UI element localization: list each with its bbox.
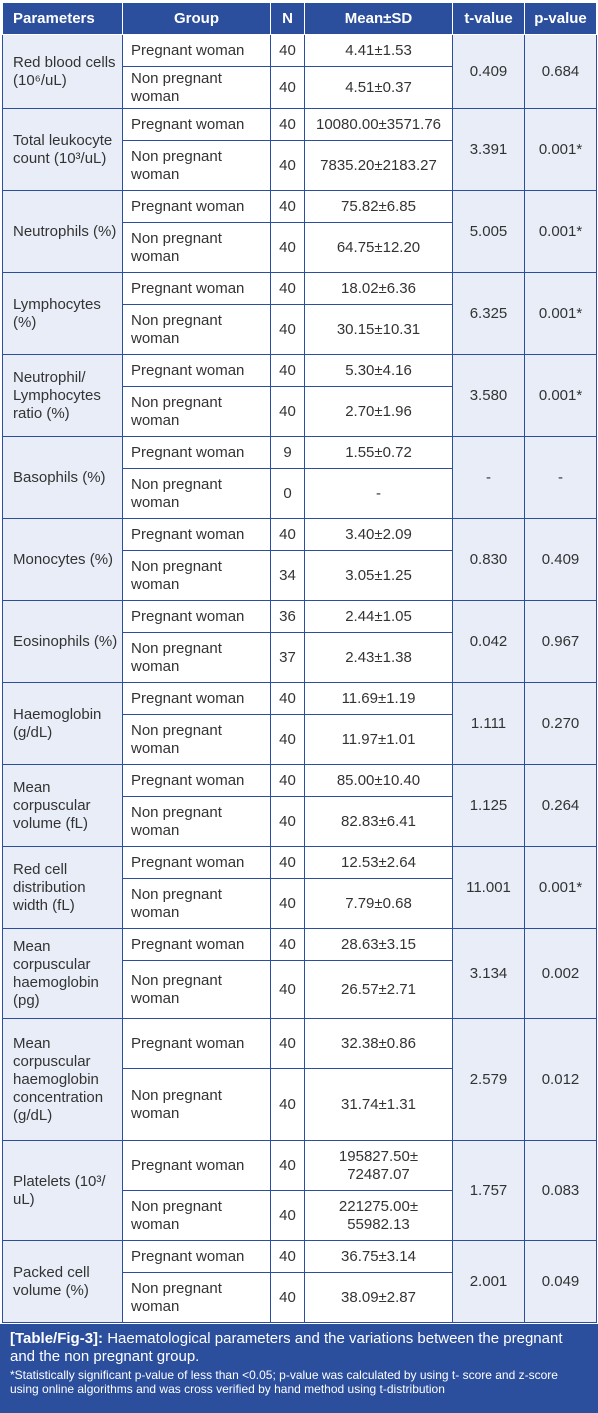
group-cell: Pregnant woman [123,273,271,305]
table-body [3,35,597,1323]
group-cell: Non pregnant woman [123,633,271,683]
table-row [3,847,597,879]
group-cell: Pregnant woman [123,1241,271,1273]
table-row [3,355,597,387]
group-cell: Pregnant woman [123,355,271,387]
parameter-name: Packed cell volume (%) [3,1241,123,1323]
group-cell: Pregnant woman [123,35,271,67]
mean-sd-cell: 2.70±1.96 [305,387,453,437]
group-cell: Pregnant woman [123,929,271,961]
t-value-cell: 11.001 [453,847,525,929]
parameter-name: Basophils (%) [3,437,123,519]
mean-sd-cell: 221275.00± 55982.13 [305,1191,453,1241]
n-cell: 40 [271,223,305,273]
group-cell: Pregnant woman [123,847,271,879]
t-value-cell: 0.042 [453,601,525,683]
parameter-name: Neutrophils (%) [3,191,123,273]
n-cell: 40 [271,355,305,387]
mean-sd-cell: 4.41±1.53 [305,35,453,67]
parameter-name: Haemoglobin (g/dL) [3,683,123,765]
table-row [3,929,597,961]
parameter-name: Monocytes (%) [3,519,123,601]
t-value-cell: 1.757 [453,1141,525,1241]
n-cell: 40 [271,141,305,191]
mean-sd-cell: - [305,469,453,519]
mean-sd-cell: 2.44±1.05 [305,601,453,633]
parameter-name: Mean corpuscular volume (fL) [3,765,123,847]
header-parameters: Parameters [3,3,123,35]
group-cell: Pregnant woman [123,1019,271,1069]
n-cell: 0 [271,469,305,519]
mean-sd-cell: 3.40±2.09 [305,519,453,551]
t-value-cell: 6.325 [453,273,525,355]
table-caption [0,1324,598,1413]
n-cell: 40 [271,305,305,355]
mean-sd-cell: 31.74±1.31 [305,1069,453,1141]
table-row [3,191,597,223]
mean-sd-cell: 26.57±2.71 [305,961,453,1019]
mean-sd-cell: 195827.50± 72487.07 [305,1141,453,1191]
n-cell: 40 [271,847,305,879]
table-row [3,1241,597,1273]
table-row [3,109,597,141]
group-cell: Non pregnant woman [123,141,271,191]
mean-sd-cell: 7835.20±2183.27 [305,141,453,191]
p-value-cell: 0.001* [525,355,597,437]
mean-sd-cell: 64.75±12.20 [305,223,453,273]
mean-sd-cell: 7.79±0.68 [305,879,453,929]
n-cell: 40 [271,67,305,109]
group-cell: Non pregnant woman [123,961,271,1019]
table-row [3,683,597,715]
mean-sd-cell: 32.38±0.86 [305,1019,453,1069]
t-value-cell: 2.001 [453,1241,525,1323]
parameter-name: Total leukocyte count (10³/uL) [3,109,123,191]
group-cell: Non pregnant woman [123,1069,271,1141]
n-cell: 40 [271,109,305,141]
p-value-cell: - [525,437,597,519]
group-cell: Non pregnant woman [123,551,271,601]
group-cell: Pregnant woman [123,1141,271,1191]
group-cell: Pregnant woman [123,601,271,633]
group-cell: Non pregnant woman [123,469,271,519]
mean-sd-cell: 4.51±0.37 [305,67,453,109]
header-mean-sd: Mean±SD [305,3,453,35]
n-cell: 40 [271,715,305,765]
parameter-name: Platelets (10³/ uL) [3,1141,123,1241]
group-cell: Non pregnant woman [123,715,271,765]
n-cell: 40 [271,765,305,797]
mean-sd-cell: 11.69±1.19 [305,683,453,715]
group-cell: Non pregnant woman [123,387,271,437]
p-value-cell: 0.967 [525,601,597,683]
n-cell: 40 [271,1141,305,1191]
t-value-cell: 0.830 [453,519,525,601]
n-cell: 40 [271,273,305,305]
group-cell: Non pregnant woman [123,797,271,847]
group-cell: Pregnant woman [123,437,271,469]
p-value-cell: 0.684 [525,35,597,109]
group-cell: Non pregnant woman [123,67,271,109]
n-cell: 9 [271,437,305,469]
n-cell: 34 [271,551,305,601]
parameter-name: Mean corpuscular haemoglobin concentration (g/dL) [3,1019,123,1141]
header-t-value: t-value [453,3,525,35]
table-row [3,601,597,633]
n-cell: 40 [271,519,305,551]
n-cell: 40 [271,929,305,961]
p-value-cell: 0.001* [525,273,597,355]
p-value-cell: 0.083 [525,1141,597,1241]
mean-sd-cell: 30.15±10.31 [305,305,453,355]
n-cell: 40 [271,797,305,847]
mean-sd-cell: 2.43±1.38 [305,633,453,683]
header-group: Group [123,3,271,35]
table-row [3,519,597,551]
caption-footnote: *Statistically significant p-value of less than <0.05; p-value was calculated by using t- score and z-score using online algorithms and was cross verified by hand method using t-distribution [10,1368,558,1396]
n-cell: 40 [271,191,305,223]
caption-label: [Table/Fig-3]: [10,1330,104,1347]
t-value-cell: 1.111 [453,683,525,765]
n-cell: 40 [271,683,305,715]
t-value-cell: 0.409 [453,35,525,109]
parameter-name: Lymphocytes (%) [3,273,123,355]
mean-sd-cell: 1.55±0.72 [305,437,453,469]
group-cell: Non pregnant woman [123,1273,271,1323]
p-value-cell: 0.012 [525,1019,597,1141]
mean-sd-cell: 3.05±1.25 [305,551,453,601]
mean-sd-cell: 38.09±2.87 [305,1273,453,1323]
n-cell: 40 [271,879,305,929]
group-cell: Pregnant woman [123,109,271,141]
n-cell: 40 [271,1273,305,1323]
table-row [3,1141,597,1191]
caption-text: Haematological parameters and the variations between the pregnant and the non pregnant group. [10,1330,563,1365]
mean-sd-cell: 82.83±6.41 [305,797,453,847]
t-value-cell: 2.579 [453,1019,525,1141]
group-cell: Non pregnant woman [123,305,271,355]
t-value-cell: 3.134 [453,929,525,1019]
haematology-table [2,2,597,1323]
p-value-cell: 0.002 [525,929,597,1019]
group-cell: Pregnant woman [123,191,271,223]
parameter-name: Mean corpuscular haemoglobin (pg) [3,929,123,1019]
t-value-cell: 3.391 [453,109,525,191]
group-cell: Non pregnant woman [123,223,271,273]
mean-sd-cell: 18.02±6.36 [305,273,453,305]
table-row [3,437,597,469]
p-value-cell: 0.270 [525,683,597,765]
table-row [3,765,597,797]
mean-sd-cell: 11.97±1.01 [305,715,453,765]
mean-sd-cell: 12.53±2.64 [305,847,453,879]
t-value-cell: 3.580 [453,355,525,437]
t-value-cell: 5.005 [453,191,525,273]
parameter-name: Eosinophils (%) [3,601,123,683]
p-value-cell: 0.001* [525,109,597,191]
mean-sd-cell: 36.75±3.14 [305,1241,453,1273]
mean-sd-cell: 5.30±4.16 [305,355,453,387]
p-value-cell: 0.264 [525,765,597,847]
mean-sd-cell: 28.63±3.15 [305,929,453,961]
group-cell: Non pregnant woman [123,879,271,929]
n-cell: 40 [271,387,305,437]
n-cell: 40 [271,35,305,67]
header-p-value: p-value [525,3,597,35]
p-value-cell: 0.409 [525,519,597,601]
n-cell: 40 [271,1241,305,1273]
parameter-name: Red blood cells (10⁶/uL) [3,35,123,109]
group-cell: Pregnant woman [123,519,271,551]
group-cell: Pregnant woman [123,683,271,715]
group-cell: Pregnant woman [123,765,271,797]
p-value-cell: 0.001* [525,191,597,273]
header-row [3,3,597,35]
mean-sd-cell: 85.00±10.40 [305,765,453,797]
group-cell: Non pregnant woman [123,1191,271,1241]
table-row [3,273,597,305]
table-row [3,1019,597,1069]
n-cell: 37 [271,633,305,683]
t-value-cell: - [453,437,525,519]
p-value-cell: 0.049 [525,1241,597,1323]
parameter-name: Neutrophil/ Lymphocytes ratio (%) [3,355,123,437]
n-cell: 36 [271,601,305,633]
caption-main [10,1330,588,1366]
n-cell: 40 [271,1069,305,1141]
table-row [3,35,597,67]
header-n: N [271,3,305,35]
parameter-name: Red cell distribution width (fL) [3,847,123,929]
n-cell: 40 [271,1019,305,1069]
n-cell: 40 [271,1191,305,1241]
mean-sd-cell: 10080.00±3571.76 [305,109,453,141]
t-value-cell: 1.125 [453,765,525,847]
n-cell: 40 [271,961,305,1019]
mean-sd-cell: 75.82±6.85 [305,191,453,223]
p-value-cell: 0.001* [525,847,597,929]
